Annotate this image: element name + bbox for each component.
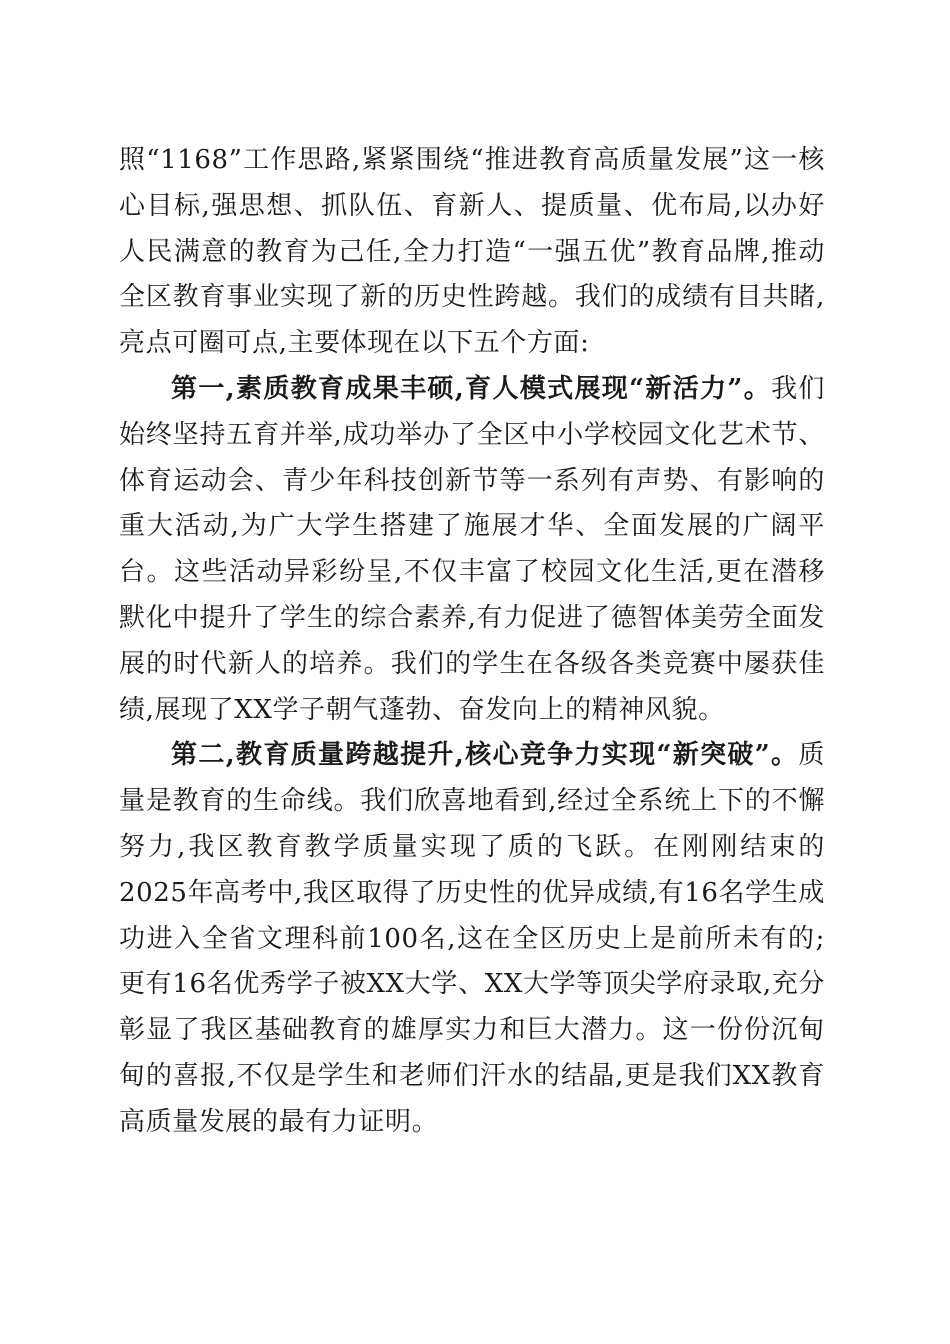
paragraph-first-point [119,367,825,733]
paragraph-text: 质量是教育的生命线。我们欣喜地看到,经过全系统上下的不懈努力,我区教育教学质量实现了质的飞跃。在刚刚结束的2025年高考中,我区取得了历史性的优异成绩,有16名学生成功进入全省文理科前100名,这在全区历史上是前所未有的;更有16名优秀学子被XX大学、XX大学等顶尖学府录取,充分彰显了我区基础教育的雄厚实力和巨大潜力。这一份份沉甸甸的喜报,不仅是学生和老师们汗水的结晶,更是我们XX教育高质量发展的最有力证明。 [119,740,825,1137]
paragraph-text: 我们始终坚持五育并举,成功举办了全区中小学校园文化艺术节、体育运动会、青少年科技创新节等一系列有声势、有影响的重大活动,为广大学生搭建了施展才华、全面发展的广阔平台。这些活动异彩纷呈,不仅丰富了校园文化生活,更在潜移默化中提升了学生的综合素养,有力促进了德智体美劳全面发展的时代新人的培养。我们的学生在各级各类竞赛中屡获佳绩,展现了XX学子朝气蓬勃、奋发向上的精神风貌。 [119,373,825,725]
paragraph-lead: 第一,素质教育成果丰硕,育人模式展现“新活力”。 [171,373,772,404]
document-body [119,138,825,1146]
paragraph-lead: 第二,教育质量跨越提升,核心竞争力实现“新突破”。 [171,740,799,771]
paragraph-text: 照“1168”工作思路,紧紧围绕“推进教育高质量发展”这一核心目标,强思想、抓队伍、育新人、提质量、优布局,以办好人民满意的教育为己任,全力打造“一强五优”教育品牌,推动全区教育事业实现了新的历史性跨越。我们的成绩有目共睹,亮点可圈可点,主要体现在以下五个方面: [119,145,825,359]
paragraph-intro [119,138,825,367]
paragraph-second-point [119,733,825,1145]
